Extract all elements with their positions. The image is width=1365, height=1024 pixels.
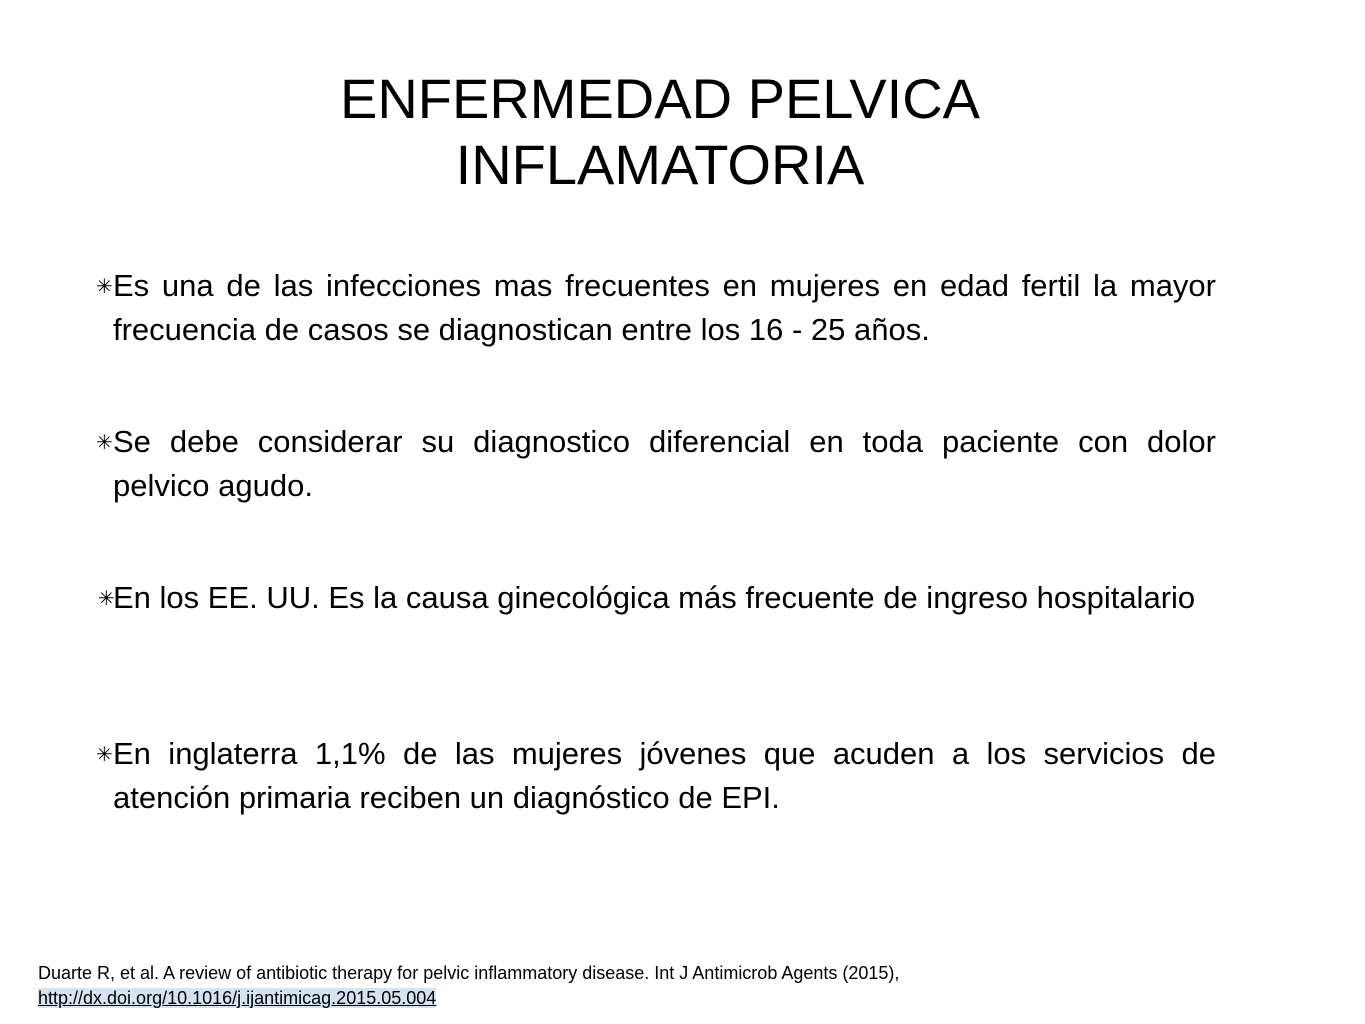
slide-title-line-1: ENFERMEDAD PELVICA: [340, 67, 980, 130]
bullet-text-2: Se debe considerar su diagnostico diferencial en toda paciente con dolor pelvico agudo.: [113, 424, 1216, 503]
citation-doi-link[interactable]: http://dx.doi.org/10.1016/j.ijantimicag.2015.05.004: [38, 988, 437, 1008]
bullet-text-1: Es una de las infecciones mas frecuentes en mujeres en edad fertil la mayor frecuencia de casos se diagnostican entre los 16 - 25 años.: [113, 268, 1216, 347]
bullet-text-4: En inglaterra 1,1% de las mujeres jóvenes que acuden a los servicios de atención primaria reciben un diagnóstico de EPI.: [113, 736, 1216, 815]
asterisk-bullet-icon: ✳: [96, 744, 113, 766]
bullet-item-2: [96, 420, 1216, 508]
slide-title: [0, 66, 1320, 198]
asterisk-bullet-icon: ✳: [96, 276, 113, 298]
bullet-item-1: [96, 264, 1216, 352]
slide-title-line-2: INFLAMATORIA: [455, 133, 865, 196]
asterisk-bullet-icon: ✳: [96, 432, 113, 454]
asterisk-bullet-icon: ✳: [98, 588, 115, 610]
bullet-item-4: [96, 732, 1216, 820]
citation: [38, 961, 1338, 1011]
citation-text: Duarte R, et al. A review of antibiotic therapy for pelvic inflammatory disease. Int J Antimicrob Agents (2015),: [38, 963, 900, 983]
bullet-text-3: En los EE. UU. Es la causa ginecológica más frecuente de ingreso hospitalario: [113, 580, 1196, 615]
bullet-item-3: [98, 576, 1216, 620]
